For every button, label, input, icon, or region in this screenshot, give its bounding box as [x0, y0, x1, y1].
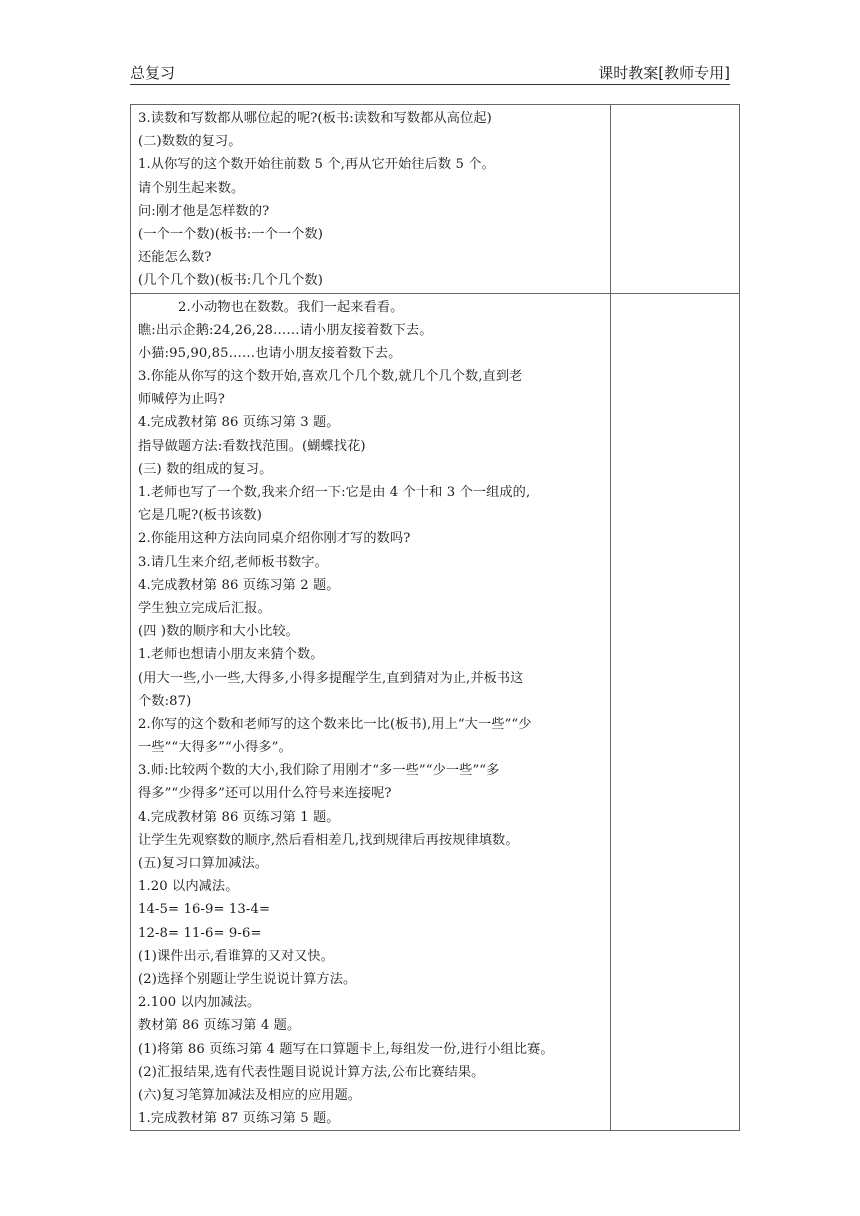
content-line: 它是几呢?(板书该数): [138, 508, 262, 524]
content-line: (二)数数的复习。: [138, 134, 242, 150]
content-line: 指导做题方法:看数找范围。(蝴蝶找花): [138, 438, 366, 454]
notes-cell: [611, 105, 740, 294]
content-line: (三) 数的组成的复习。: [138, 461, 273, 477]
content-line: 得多”“少得多”还可以用什么符号来连接呢?: [138, 786, 392, 802]
header-right-title: 课时教案[教师专用]: [598, 64, 730, 82]
content-line: 2.小动物也在数数。我们一起来看看。: [178, 299, 404, 315]
content-line: 3.请几生来介绍,老师板书数字。: [138, 554, 328, 570]
content-line: 3.读数和写数都从哪位起的呢?(板书:读数和写数都从高位起): [138, 111, 492, 126]
content-line: 1.老师也写了一个数,我来介绍一下:它是由 4 个十和 3 个一组成的,: [138, 485, 531, 500]
content-line: 3.你能从你写的这个数开始,喜欢几个几个数,就几个几个数,直到老: [138, 369, 523, 385]
content-line: 1.完成教材第 87 页练习第 5 题。: [138, 1111, 340, 1127]
content-line: 1.老师也想请小朋友来猜个数。: [138, 647, 324, 663]
content-line: 瞧:出示企鹅:24,26,28……请小朋友接着数下去。: [138, 322, 433, 338]
content-line: 4.完成教材第 86 页练习第 3 题。: [138, 415, 340, 431]
content-line: 3.师:比较两个数的大小,我们除了用刚才“多一些”“少一些”“多: [138, 763, 500, 779]
content-line: (用大一些,小一些,大得多,小得多提醒学生,直到猜对为止,并板书这: [138, 670, 524, 686]
content-line: 12-8= 11-6= 9-6=: [138, 925, 262, 941]
content-line: (几个几个数)(板书:几个几个数): [138, 273, 323, 289]
lesson-plan-table: [130, 104, 740, 1131]
content-line: (1)将第 86 页练习第 4 题写在口算题卡上,每组发一份,进行小组比赛。: [138, 1041, 554, 1057]
content-line: 学生独立完成后汇报。: [138, 600, 271, 616]
content-line: 一些”“大得多”“小得多”。: [138, 740, 292, 756]
content-line: 个数:87): [138, 693, 192, 709]
content-line: (四 )数的顺序和大小比较。: [138, 624, 299, 640]
notes-cell: [611, 293, 740, 1131]
content-line: (一个一个数)(板书:一个一个数): [138, 226, 323, 242]
content-line: (2)汇报结果,选有代表性题目说说计算方法,公布比赛结果。: [138, 1064, 485, 1080]
content-line: 2.你写的这个数和老师写的这个数来比一比(板书),用上“大一些”“少: [138, 716, 532, 732]
content-line: 2.你能用这种方法向同桌介绍你刚才写的数吗?: [138, 531, 411, 547]
content-line: 2.100 以内加减法。: [138, 995, 261, 1011]
header-left-title: 总复习: [130, 64, 176, 82]
table-row: [131, 105, 740, 294]
content-line: (五)复习口算加减法。: [138, 856, 269, 871]
content-line: 4.完成教材第 86 页练习第 2 题。: [138, 577, 340, 593]
content-line: 4.完成教材第 86 页练习第 1 题。: [138, 809, 340, 825]
content-line: 请个别生起来数。: [138, 180, 245, 196]
content-line: 师喊停为止吗?: [138, 392, 225, 408]
content-line: 1.从你写的这个数开始往前数 5 个,再从它开始往后数 5 个。: [138, 157, 495, 173]
content-line: (2)选择个别题让学生说说计算方法。: [138, 971, 357, 987]
header-rule: [130, 84, 730, 85]
content-line: 14-5= 16-9= 13-4=: [138, 902, 271, 918]
content-line: (1)课件出示,看谁算的又对又快。: [138, 948, 335, 964]
table-row: [131, 293, 740, 1131]
content-line: 让学生先观察数的顺序,然后看相差几,找到规律后再按规律填数。: [138, 832, 519, 848]
lesson-content-cell: [131, 293, 611, 1131]
content-line: 问:刚才他是怎样数的?: [138, 203, 270, 219]
lesson-content-cell: [131, 105, 611, 294]
content-line: 小猫:95,90,85……也请小朋友接着数下去。: [138, 345, 402, 361]
content-line: 还能怎么数?: [138, 250, 212, 266]
content-line: 教材第 86 页练习第 4 题。: [138, 1018, 301, 1034]
content-line: (六)复习笔算加减法及相应的应用题。: [138, 1087, 362, 1103]
page-header: [130, 60, 730, 84]
content-line: 1.20 以内减法。: [138, 879, 239, 895]
